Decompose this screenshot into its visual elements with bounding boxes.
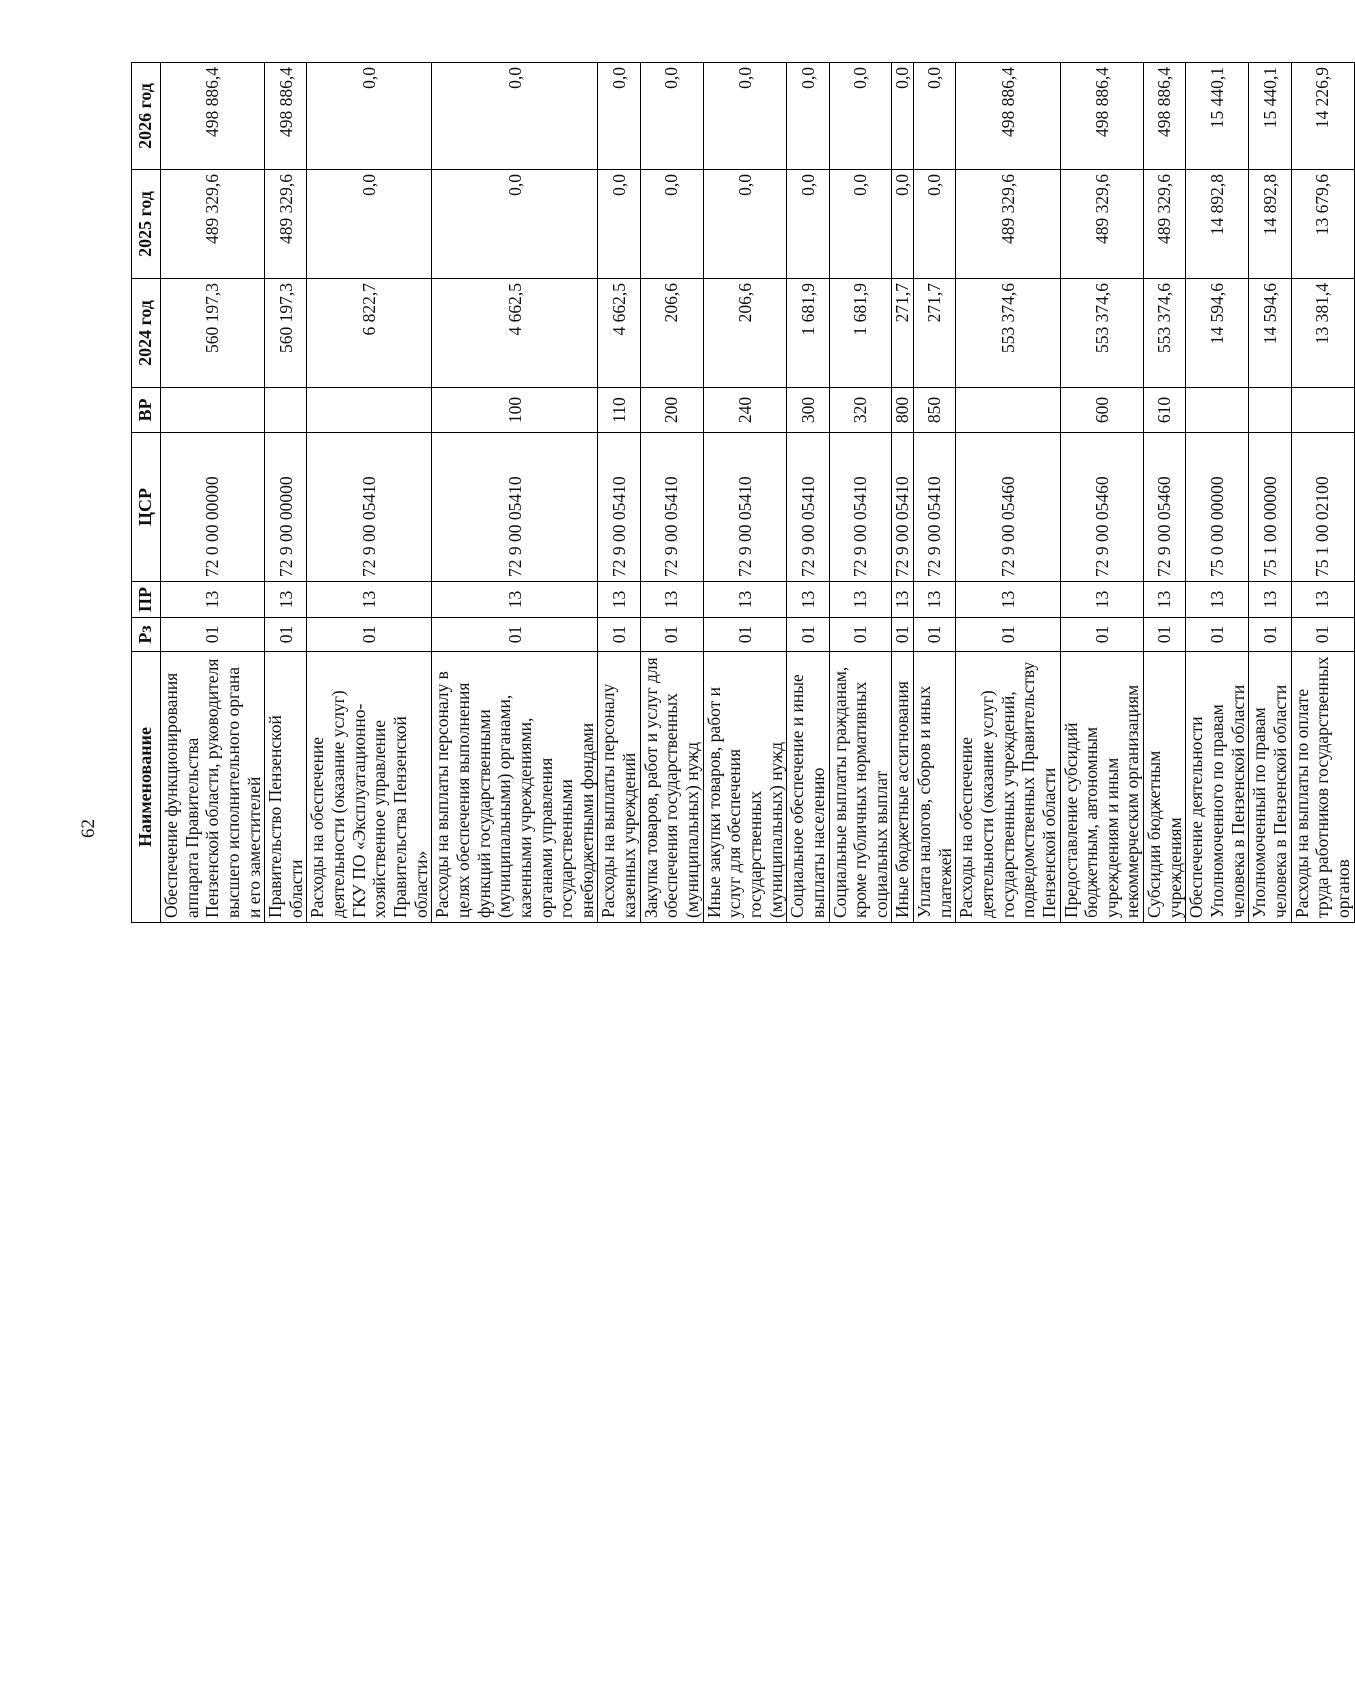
table-row [640,63,703,923]
cell-2026: 15 440,1 [1249,63,1291,170]
table-row [914,63,956,923]
cell-vr [1291,388,1354,433]
header-name: Наименование [132,652,161,923]
cell-2024: 271,7 [914,279,956,388]
budget-table [131,62,1355,923]
cell-rz: 01 [598,618,640,652]
cell-vr: 320 [829,388,892,433]
cell-rz: 01 [307,618,432,652]
table-row [598,63,640,923]
cell-vr: 300 [787,388,829,433]
cell-csr: 72 9 00 05410 [703,433,787,582]
cell-2024: 553 374,6 [1144,279,1186,388]
cell-pr: 13 [956,582,1060,618]
table-row [265,63,307,923]
cell-name: Закупка товаров, работ и услуг для обеспечения государственных (муниципальных) нужд [640,652,703,923]
cell-pr: 13 [787,582,829,618]
cell-pr: 13 [598,582,640,618]
cell-2024: 14 594,6 [1249,279,1291,388]
cell-name: Уплата налогов, сборов и иных платежей [914,652,956,923]
budget-table-container [131,63,1353,923]
cell-2026: 0,0 [914,63,956,170]
cell-2024: 1 681,9 [829,279,892,388]
cell-name: Расходы на выплаты персоналу казенных учреждений [598,652,640,923]
cell-vr: 610 [1144,388,1186,433]
cell-name: Субсидии бюджетным учреждениям [1144,652,1186,923]
table-row [956,63,1060,923]
table-row [1249,63,1291,923]
table-row [307,63,432,923]
cell-name: Обеспечение деятельности Уполномоченного по правам человека в Пензенской области [1186,652,1249,923]
cell-2024: 4 662,5 [432,279,598,388]
cell-2026: 498 886,4 [1060,63,1144,170]
cell-csr: 72 9 00 05410 [829,433,892,582]
cell-2024: 4 662,5 [598,279,640,388]
cell-2026: 0,0 [598,63,640,170]
cell-vr [161,388,265,433]
cell-2024: 271,7 [892,279,914,388]
cell-csr: 72 9 00 05410 [787,433,829,582]
cell-vr [307,388,432,433]
cell-2025: 0,0 [787,170,829,279]
cell-2025: 489 329,6 [956,170,1060,279]
cell-pr: 13 [265,582,307,618]
table-row [432,63,598,923]
cell-pr: 13 [307,582,432,618]
cell-name: Социальные выплаты гражданам, кроме публичных нормативных социальных выплат [829,652,892,923]
cell-csr: 72 0 00 00000 [161,433,265,582]
table-row [892,63,914,923]
cell-rz: 01 [1060,618,1144,652]
cell-2025: 0,0 [640,170,703,279]
cell-csr: 75 1 00 02100 [1291,433,1354,582]
cell-pr: 13 [1249,582,1291,618]
cell-2025: 489 329,6 [1060,170,1144,279]
cell-pr: 13 [914,582,956,618]
cell-pr: 13 [829,582,892,618]
cell-2026: 0,0 [829,63,892,170]
cell-name: Иные бюджетные ассигнования [892,652,914,923]
cell-2026: 0,0 [640,63,703,170]
cell-pr: 13 [640,582,703,618]
page-number: 62 [78,819,99,838]
cell-csr: 72 9 00 05410 [892,433,914,582]
cell-csr: 72 9 00 05410 [432,433,598,582]
cell-2026: 498 886,4 [1144,63,1186,170]
cell-pr: 13 [703,582,787,618]
cell-2025: 0,0 [307,170,432,279]
cell-2025: 489 329,6 [265,170,307,279]
cell-2024: 6 822,7 [307,279,432,388]
cell-2024: 560 197,3 [265,279,307,388]
header-2025: 2025 год [132,170,161,279]
cell-rz: 01 [161,618,265,652]
header-2024: 2024 год [132,279,161,388]
cell-2024: 14 594,6 [1186,279,1249,388]
cell-2026: 14 226,9 [1291,63,1354,170]
cell-rz: 01 [1186,618,1249,652]
table-row [787,63,829,923]
cell-name: Расходы на обеспечение деятельности (оказание услуг) ГКУ ПО «Эксплуатационно-хозяйственное управление Правительства Пензенской области» [307,652,432,923]
cell-2025: 0,0 [432,170,598,279]
cell-2026: 0,0 [307,63,432,170]
cell-2024: 553 374,6 [1060,279,1144,388]
cell-2026: 0,0 [787,63,829,170]
cell-vr [1249,388,1291,433]
cell-pr: 13 [1060,582,1144,618]
cell-pr: 13 [1144,582,1186,618]
cell-2025: 489 329,6 [1144,170,1186,279]
cell-rz: 01 [914,618,956,652]
table-row [1186,63,1249,923]
table-row [161,63,265,923]
cell-pr: 13 [1291,582,1354,618]
cell-rz: 01 [1249,618,1291,652]
table-header-row [132,63,161,923]
cell-csr: 75 0 00 00000 [1186,433,1249,582]
cell-vr [1186,388,1249,433]
cell-vr: 110 [598,388,640,433]
cell-csr: 72 9 00 05460 [1144,433,1186,582]
table-row [1060,63,1144,923]
cell-rz: 01 [956,618,1060,652]
cell-csr: 75 1 00 00000 [1249,433,1291,582]
cell-name: Обеспечение функционирования аппарата Правительства Пензенской области, руководителя высшего исполнительного органа и его заместителей [161,652,265,923]
cell-rz: 01 [892,618,914,652]
cell-vr: 600 [1060,388,1144,433]
cell-vr: 800 [892,388,914,433]
cell-pr: 13 [432,582,598,618]
cell-2026: 0,0 [892,63,914,170]
cell-rz: 01 [1144,618,1186,652]
cell-name: Иные закупки товаров, работ и услуг для обеспечения государственных (муниципальных) нужд [703,652,787,923]
cell-2025: 14 892,8 [1186,170,1249,279]
cell-rz: 01 [432,618,598,652]
header-rz: Рз [132,618,161,652]
cell-2024: 560 197,3 [161,279,265,388]
cell-pr: 13 [161,582,265,618]
cell-2025: 0,0 [914,170,956,279]
cell-vr: 850 [914,388,956,433]
cell-rz: 01 [265,618,307,652]
cell-2026: 0,0 [703,63,787,170]
table-row [1291,63,1354,923]
cell-csr: 72 9 00 00000 [265,433,307,582]
cell-name: Уполномоченный по правам человека в Пензенской области [1249,652,1291,923]
cell-2024: 206,6 [703,279,787,388]
cell-2026: 498 886,4 [956,63,1060,170]
cell-csr: 72 9 00 05410 [914,433,956,582]
cell-rz: 01 [640,618,703,652]
cell-csr: 72 9 00 05460 [1060,433,1144,582]
cell-csr: 72 9 00 05410 [307,433,432,582]
cell-2024: 1 681,9 [787,279,829,388]
cell-csr: 72 9 00 05410 [640,433,703,582]
cell-csr: 72 9 00 05460 [956,433,1060,582]
cell-2024: 553 374,6 [956,279,1060,388]
cell-name: Социальное обеспечение и иные выплаты населению [787,652,829,923]
cell-2025: 489 329,6 [161,170,265,279]
cell-2026: 15 440,1 [1186,63,1249,170]
cell-vr [265,388,307,433]
cell-rz: 01 [829,618,892,652]
table-body [161,63,1355,923]
cell-csr: 72 9 00 05410 [598,433,640,582]
cell-rz: 01 [703,618,787,652]
header-vr: ВР [132,388,161,433]
cell-name: Предоставление субсидий бюджетным, автономным учреждениям и иным некоммерческим организациям [1060,652,1144,923]
cell-2025: 0,0 [892,170,914,279]
cell-2026: 0,0 [432,63,598,170]
table-row [703,63,787,923]
cell-rz: 01 [787,618,829,652]
cell-name: Расходы на обеспечение деятельности (оказание услуг) государственных учреждений, подведомственных Правительству Пензенской области [956,652,1060,923]
cell-2025: 0,0 [829,170,892,279]
cell-2026: 498 886,4 [161,63,265,170]
cell-2025: 0,0 [703,170,787,279]
cell-2025: 13 679,6 [1291,170,1354,279]
cell-2026: 498 886,4 [265,63,307,170]
header-2026: 2026 год [132,63,161,170]
cell-vr: 200 [640,388,703,433]
header-pr: ПР [132,582,161,618]
cell-name: Расходы на выплаты персоналу в целях обеспечения выполнения функций государственными (муниципальными) органами, казенными учреждениями, органами управления государственными внебюджетными фондами [432,652,598,923]
cell-vr [956,388,1060,433]
cell-pr: 13 [1186,582,1249,618]
cell-2025: 0,0 [598,170,640,279]
cell-2024: 206,6 [640,279,703,388]
cell-pr: 13 [892,582,914,618]
header-csr: ЦСР [132,433,161,582]
cell-rz: 01 [1291,618,1354,652]
cell-name: Правительство Пензенской области [265,652,307,923]
cell-vr: 100 [432,388,598,433]
cell-2024: 13 381,4 [1291,279,1354,388]
table-row [1144,63,1186,923]
table-row [829,63,892,923]
cell-2025: 14 892,8 [1249,170,1291,279]
cell-name: Расходы на выплаты по оплате труда работников государственных органов [1291,652,1354,923]
cell-vr: 240 [703,388,787,433]
